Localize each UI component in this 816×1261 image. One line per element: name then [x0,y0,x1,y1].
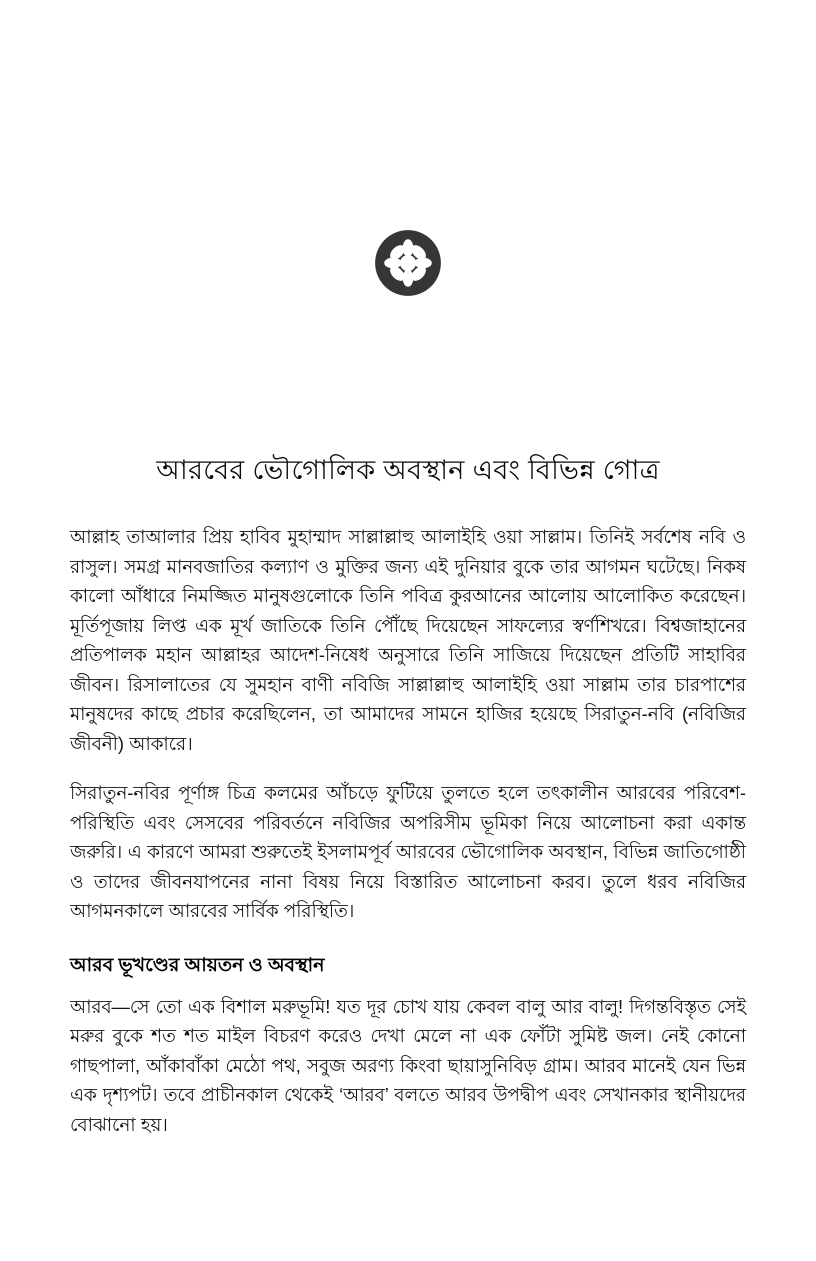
section-subheading: আরব ভূখণ্ডের আয়তন ও অবস্থান [70,954,325,976]
body-paragraph-3: আরব—সে তো এক বিশাল মরুভূমি! যত দূর চোখ যায় কেবল বালু আর বালু! দিগন্তবিস্তৃত সেই মরুর বুকে শত শত মাইল বিচরণ করেও দেখা মেলে না এক ফোঁটা সুমিষ্ট জল। নেই কোনো গাছপালা, আঁকাবাঁকা মেঠো পথ, সবুজ অরণ্য কিংবা ছায়াসুনিবিড় গ্রাম। আরব মানেই যেন ভিন্ন এক দৃশ্যপট। তবে প্রাচীনকাল থেকেই ‘আরব’ বলতে আরব উপদ্বীপ এবং সেখানকার স্থানীয়দের বোঝানো হয়। [70,995,746,1135]
ornament-container [0,228,816,298]
body-paragraph-1: আল্লাহ তাআলার প্রিয় হাবিব মুহাম্মাদ সাল্লাল্লাহু আলাইহি ওয়া সাল্লাম। তিনিই সর্বশেষ নবি ও রাসুল। সমগ্র মানবজাতির কল্যাণ ও মুক্তির জন্য এই দুনিয়ার বুকে তার আগমন ঘটেছে। নিকষ কালো আঁধারে নিমজ্জিত মানুষগুলোকে তিনি পবিত্র কুরআনের আলোয় আলোকিত করেছেন। মূর্তিপূজায় লিপ্ত এক মূর্খ জাতিকে তিনি পৌঁছে দিয়েছেন সাফল্যের স্বর্ণশিখরে। বিশ্বজাহানের প্রতিপালক মহান আল্লাহর আদেশ-নিষেধ অনুসারে তিনি সাজিয়ে দিয়েছেন প্রতিটি সাহাবির জীবন। রিসালাতের যে সুমহান বাণী নবিজি সাল্লাল্লাহু আলাইহি ওয়া সাল্লাম তার চারপাশের মানুষদের কাছে প্রচার করেছিলেন, তা আমাদের সামনে হাজির হয়েছে সিরাতুন-নবি (নবিজির জীবনী) আকারে। [70,526,746,754]
chapter-title: আরবের ভৌগোলিক অবস্থান এবং বিভিন্ন গোত্র [156,455,660,485]
body-paragraph-2: সিরাতুন-নবির পূর্ণাঙ্গ চিত্র কলমের আঁচড়ে ফুটিয়ে তুলতে হলে তৎকালীন আরবের পরিবেশ-পরিস্থিতি এবং সেসবের পরিবর্তনে নবিজির অপরিসীম ভূমিকা নিয়ে আলোচনা করা একান্ত জরুরি। এ কারণে আমরা শুরুতেই ইসলামপূর্ব আরবের ভৌগোলিক অবস্থান, বিভিন্ন জাতিগোষ্ঠী ও তাদের জীবনযাপনের নানা বিষয় নিয়ে বিস্তারিত আলোচনা করব। তুলে ধরব নবিজির আগমনকালে আরবের সার্বিক পরিস্থিতি। [70,782,746,922]
rosette-flower-wheel-ornament [373,228,443,298]
text-column [70,452,746,1139]
